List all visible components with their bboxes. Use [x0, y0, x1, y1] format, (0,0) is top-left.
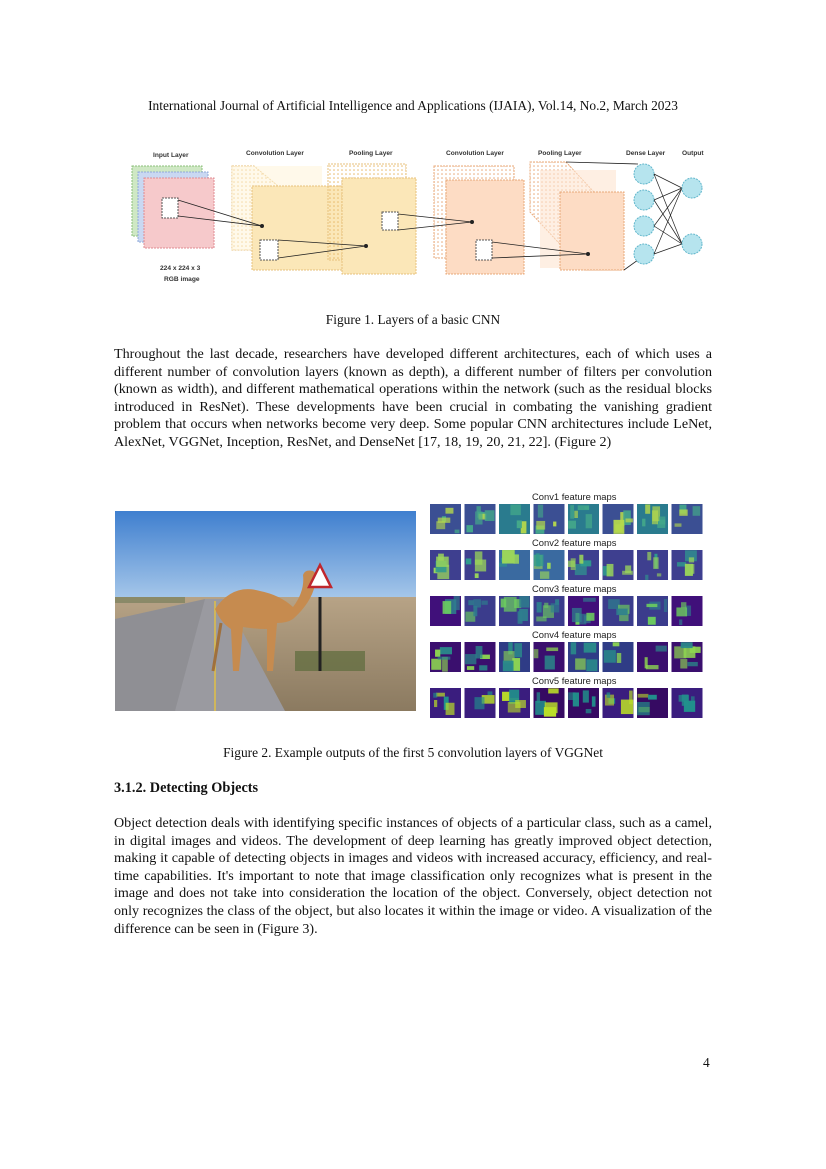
label-pooling-layer-1: Pooling Layer: [349, 150, 393, 157]
feature-map-tile: [499, 504, 530, 534]
camel-photo: [115, 511, 416, 711]
label-convolution-layer-2: Convolution Layer: [446, 150, 504, 157]
vgg-feature-maps: [424, 490, 710, 722]
feature-map-tile: [603, 504, 634, 534]
output-nodes: [682, 178, 702, 254]
label-input-layer: Input Layer: [153, 152, 189, 159]
feature-map-tile: [499, 688, 530, 718]
convolution-block-2: [434, 166, 524, 274]
feature-map-title-conv5: Conv5 feature maps: [532, 675, 617, 686]
feature-map-tile: [465, 596, 496, 626]
convolution-block-1: [232, 166, 342, 270]
pooling-block-1: [328, 164, 416, 274]
feature-map-tile: [534, 504, 565, 534]
feature-map-tile: [430, 504, 461, 534]
feature-map-tile: [465, 550, 496, 580]
paragraph-object-detection: Object detection deals with identifying specific instances of objects of a particular class, such as a camel, in digital images and videos. The development of deep learning has greatly improved object detection, making it capable of detecting objects in images and videos with increased accuracy, efficiency, and real-time capabilities. It's important to note that image classification only recognizes what is present in the image and does not take into consideration the location of the object. Conversely, object detection not only recognizes the class of the object, but also locates it within the image or video. A visualization of the difference can be seen in (Figure 3).: [114, 815, 712, 937]
label-pooling-layer-2: Pooling Layer: [538, 150, 582, 157]
feature-map-tile: [430, 550, 461, 580]
pooling-block-2: [530, 162, 624, 270]
feature-map-tile: [672, 642, 703, 672]
feature-map-tile: [465, 688, 496, 718]
feature-map-tile: [637, 688, 668, 718]
feature-map-title-conv4: Conv4 feature maps: [532, 629, 617, 640]
feature-map-tile: [568, 504, 599, 534]
feature-map-tile: [637, 504, 668, 534]
feature-map-tile: [637, 550, 668, 580]
feature-map-tile: [465, 504, 496, 534]
input-desc-label: RGB image: [164, 276, 200, 283]
feature-map-title-conv2: Conv2 feature maps: [532, 537, 617, 548]
feature-map-tile: [672, 550, 703, 580]
feature-map-tile: [603, 550, 634, 580]
feature-map-tile: [603, 642, 634, 672]
feature-map-tile: [534, 550, 565, 580]
journal-header: International Journal of Artificial Intelligence and Applications (IJAIA), Vol.14, No.2, March 2023: [148, 98, 678, 113]
feature-map-tile: [430, 596, 461, 626]
feature-map-tile: [568, 550, 599, 580]
figure1-caption: Figure 1. Layers of a basic CNN: [325, 312, 501, 327]
feature-map-tile: [568, 688, 599, 718]
dense-layer-nodes: [634, 164, 654, 264]
feature-map-tile: [568, 642, 599, 672]
paragraph-architectures: Throughout the last decade, researchers have developed different architectures, each of which uses a different number of convolution layers (known as depth), a different number of filters per convolution (known as width), and different mathematical operations within the network (such as the residual blocks introduced in ResNet). These developments have been crucial in combating the vanishing gradient problem that occurs when networks become very deep. Some popular CNN architectures include LeNet, AlexNet, VGGNet, Inception, ResNet, and DenseNet [17, 18, 19, 20, 21, 22]. (Figure 2): [114, 346, 712, 450]
feature-map-tile: [499, 550, 530, 580]
feature-map-tile: [534, 642, 565, 672]
feature-map-tile: [637, 642, 668, 672]
input-size-label: 224 x 224 x 3: [160, 265, 201, 272]
feature-map-tile: [672, 596, 703, 626]
feature-map-tile: [499, 596, 530, 626]
feature-map-tile: [603, 688, 634, 718]
cnn-layers-diagram: [120, 140, 710, 290]
label-dense-layer: Dense Layer: [626, 150, 666, 157]
figure2-caption: Figure 2. Example outputs of the first 5 convolution layers of VGGNet: [223, 745, 603, 760]
feature-map-tile: [465, 642, 496, 672]
label-output: Output: [682, 150, 704, 157]
label-convolution-layer-1: Convolution Layer: [246, 150, 304, 157]
feature-map-tile: [430, 642, 461, 672]
section-heading: 3.1.2. Detecting Objects: [114, 780, 259, 796]
feature-map-tile: [430, 688, 461, 718]
feature-map-tile: [499, 642, 530, 672]
feature-map-tile: [603, 596, 634, 626]
feature-map-tile: [637, 596, 668, 626]
feature-map-title-conv1: Conv1 feature maps: [532, 491, 617, 502]
page-number: 4: [703, 1055, 710, 1070]
feature-map-title-conv3: Conv3 feature maps: [532, 583, 617, 594]
feature-map-tile: [534, 596, 565, 626]
feature-map-tile: [568, 596, 599, 626]
feature-map-tile: [672, 504, 703, 534]
feature-map-tile: [534, 688, 565, 718]
feature-map-tile: [672, 688, 703, 718]
